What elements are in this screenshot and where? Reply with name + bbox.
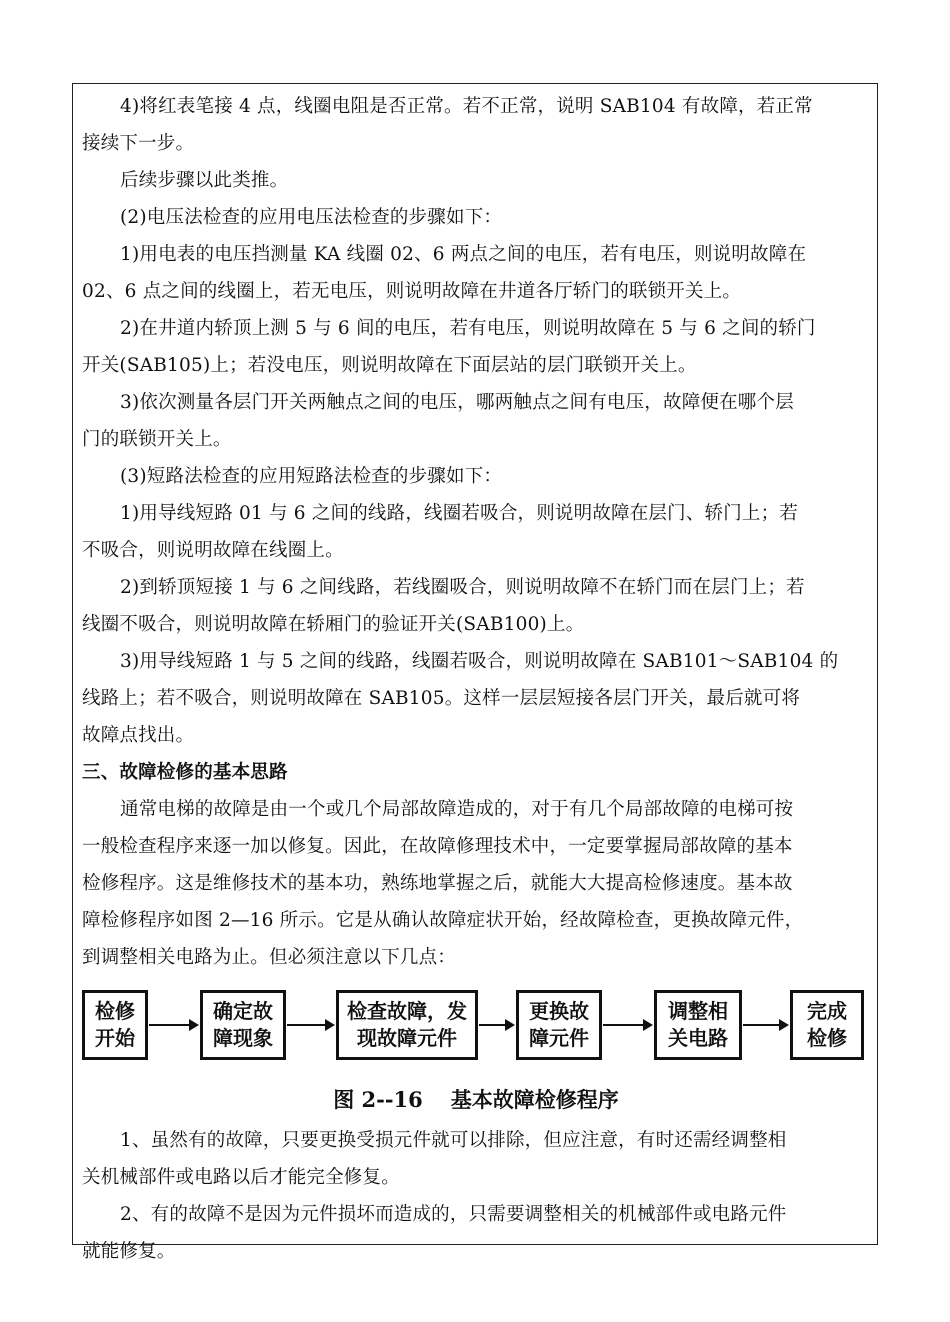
figure-number: 图 2--16 [333,1087,423,1112]
flow-step-replace [516,990,602,1060]
paragraphs-bottom [82,1122,870,1270]
flow-step-text: 障元件 [529,1026,589,1050]
flow-arrow [603,1024,651,1026]
flow-step-complete [790,990,864,1060]
text-line: 障检修程序如图 2—16 所示。它是从确认故障症状开始，经故障检查，更换故障元件， [82,910,804,931]
flow-step-text: 完成 [807,999,847,1023]
text-line: 检修程序。这是维修技术的基本功，熟练地掌握之后，就能大大提高检修速度。基本故 [82,873,793,894]
flow-step-adjust [654,990,742,1060]
flow-arrow [149,1024,197,1026]
flowchart [82,982,870,1078]
text-line: (3)短路法检查的应用短路法检查的步骤如下： [120,466,503,487]
flow-arrow [479,1024,513,1026]
flow-step-text: 更换故 [529,999,589,1023]
flow-step-text: 调整相 [668,999,728,1023]
flow-step-text: 检修 [95,999,135,1023]
text-line: 故障点找出。 [82,725,195,746]
paragraphs-top [82,88,870,754]
text-line: 通常电梯的故障是由一个或几个局部故障造成的，对于有几个局部故障的电梯可按 [120,799,794,820]
text-line: 2、有的故障不是因为元件损坏而造成的，只需要调整相关的机械部件或电路元件 [120,1204,787,1225]
text-line: 1、虽然有的故障，只要更换受损元件就可以排除，但应注意，有时还需经调整相 [120,1130,787,1151]
flow-step-identify [200,990,286,1060]
text-line: 到调整相关电路为止。但必须注意以下几点： [82,947,457,968]
text-line: 一般检查程序来逐一加以修复。因此，在故障修理技术中，一定要掌握局部故障的基本 [82,836,793,857]
flow-step-text: 检查故障，发 [347,999,467,1023]
text-line: 2)在井道内轿顶上测 5 与 6 间的电压，若有电压，则说明故障在 5 与 6 之间的轿门 [120,318,816,339]
text-line: 门的联锁开关上。 [82,429,232,450]
flow-step-inspect [336,990,478,1060]
document-body [82,88,870,1270]
text-line: 2)到轿顶短接 1 与 6 之间线路，若线圈吸合，则说明故障不在轿门而在层门上；若 [120,577,805,598]
text-line: 1)用电表的电压挡测量 KA 线圈 02、6 两点之间的电压，若有电压，则说明故障在 [120,244,807,265]
figure-title: 基本故障检修程序 [450,1087,619,1112]
text-line: 3)用导线短路 1 与 5 之间的线路，线圈若吸合，则说明故障在 SAB101～SAB104 的 [120,651,839,672]
text-line: 线路上；若不吸合，则说明故障在 SAB105。这样一层层短接各层门开关，最后就可将 [82,688,801,709]
text-line: 3)依次测量各层门开关两触点之间的电压，哪两触点之间有电压，故障便在哪个层 [120,392,794,413]
flow-arrow [743,1024,787,1026]
text-line: 后续步骤以此类推。 [120,170,289,191]
text-line: 不吸合，则说明故障在线圈上。 [82,540,344,561]
text-line: 4)将红表笔接 4 点，线圈电阻是否正常。若不正常，说明 SAB104 有故障，若正常 [120,96,813,117]
section-heading: 三、故障检修的基本思路 [82,762,288,783]
paragraphs-mid [82,791,870,976]
text-line: 02、6 点之间的线圈上，若无电压，则说明故障在井道各厅轿门的联锁开关上。 [82,281,742,302]
flow-step-text: 检修 [807,1026,847,1050]
flow-arrow [287,1024,333,1026]
flow-step-text: 现故障元件 [357,1026,457,1050]
text-line: 1)用导线短路 01 与 6 之间的线路，线圈若吸合，则说明故障在层门、轿门上；若 [120,503,799,524]
figure-caption [82,1078,870,1122]
text-line: 关机械部件或电路以后才能完全修复。 [82,1167,400,1188]
flow-step-text: 障现象 [213,1026,273,1050]
flow-step-text: 开始 [95,1026,135,1050]
text-line: 就能修复。 [82,1241,176,1262]
text-line: (2)电压法检查的应用电压法检查的步骤如下： [120,207,503,228]
flow-step-text: 关电路 [668,1026,728,1050]
flow-step-text: 确定故 [213,999,273,1023]
text-line: 接续下一步。 [82,133,195,154]
text-line: 开关(SAB105)上；若没电压，则说明故障在下面层站的层门联锁开关上。 [82,355,697,376]
flow-step-start [82,990,148,1060]
text-line: 线圈不吸合，则说明故障在轿厢门的验证开关(SAB100)上。 [82,614,585,635]
